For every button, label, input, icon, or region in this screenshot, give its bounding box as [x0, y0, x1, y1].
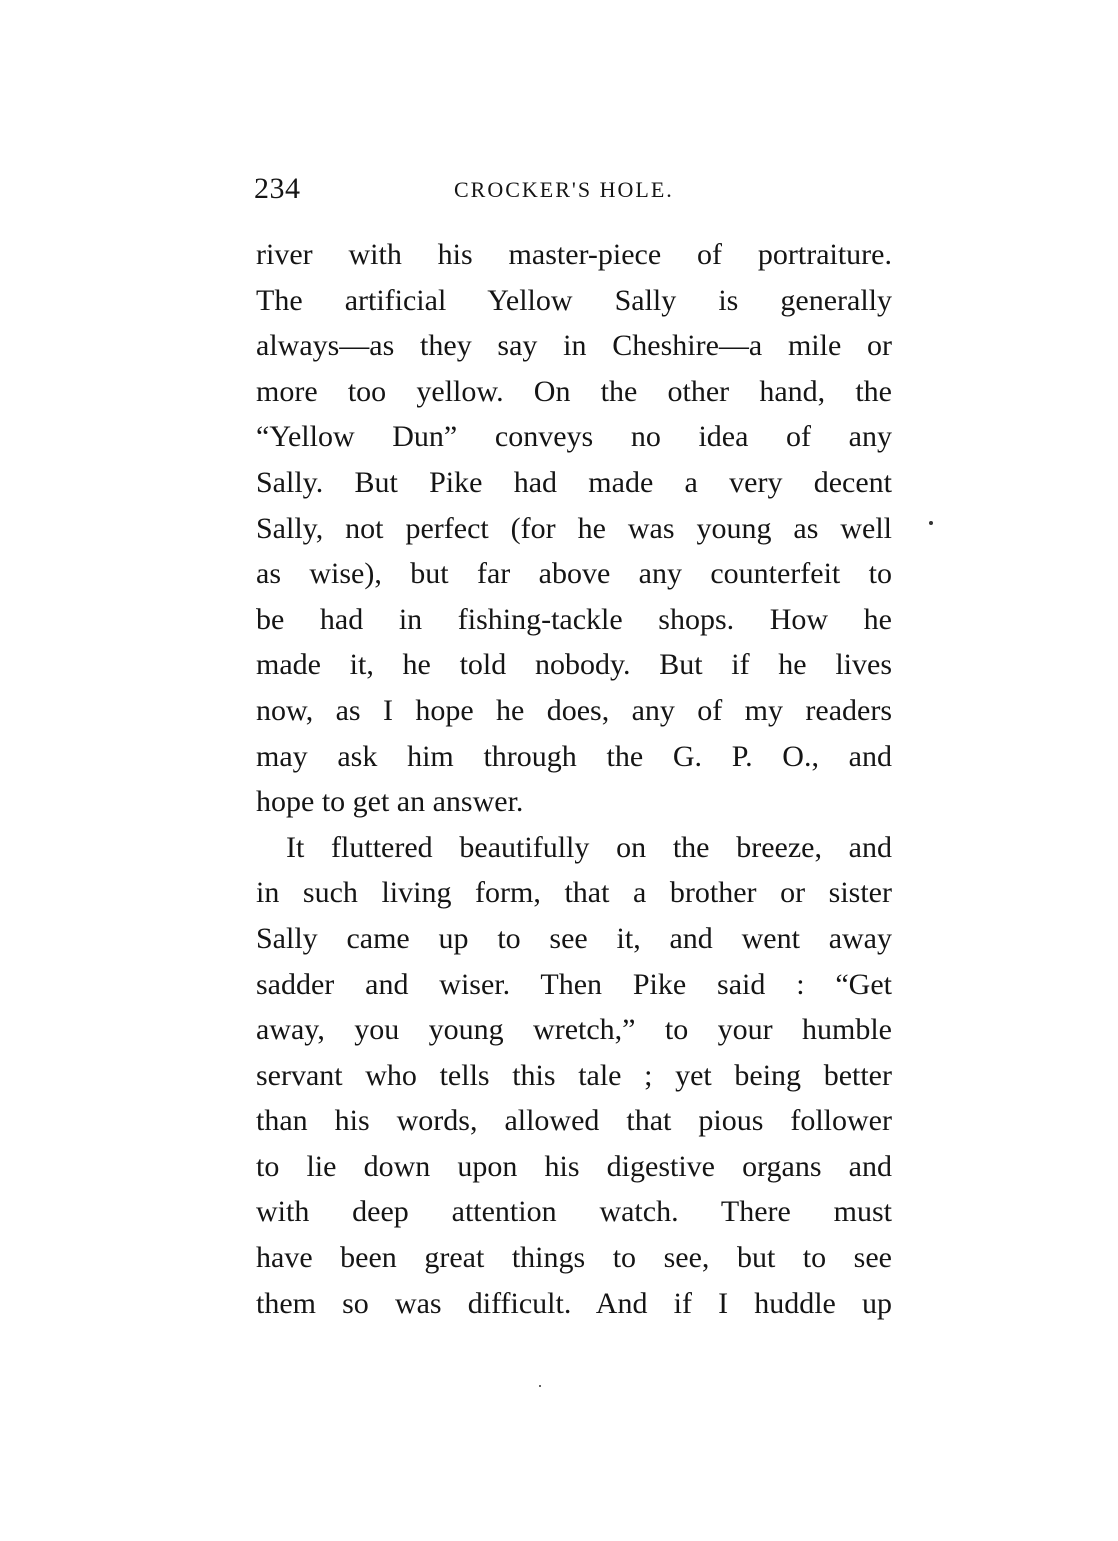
scan-speck	[929, 521, 933, 525]
text-line: made it, he told nobody. But if he lives	[256, 648, 892, 682]
text-line: with deep attention watch. There must	[256, 1195, 892, 1229]
text-line: may ask him through the G. P. O., and	[256, 739, 892, 773]
text-line: more too yellow. On the other hand, the	[256, 374, 892, 408]
paragraph-1	[256, 232, 892, 825]
text-line: away, you young wretch,” to your humble	[256, 1013, 892, 1047]
text-line: hope to get an answer.	[256, 785, 524, 819]
running-title: CROCKER'S HOLE.	[454, 177, 674, 202]
paragraph-2	[256, 825, 892, 1327]
scan-speck	[539, 1385, 541, 1387]
text-line: “Yellow Dun” conveys no idea of any	[256, 420, 892, 454]
text-line: now, as I hope he does, any of my readers	[256, 693, 892, 727]
running-head	[254, 172, 894, 212]
text-line: It fluttered beautifully on the breeze, and	[286, 830, 892, 864]
text-line: river with his master-piece of portraiture.	[256, 238, 892, 271]
text-line: to lie down upon his digestive organs and	[256, 1149, 892, 1183]
text-line: Sally. But Pike had made a very decent	[256, 465, 892, 499]
text-line: be had in fishing-tackle shops. How he	[256, 602, 892, 636]
text-line: Sally, not perfect (for he was young as well	[256, 511, 892, 545]
text-line: as wise), but far above any counterfeit to	[256, 557, 892, 591]
text-line: than his words, allowed that pious follower	[256, 1104, 892, 1138]
text-line: in such living form, that a brother or sister	[256, 876, 892, 910]
text-line: have been great things to see, but to see	[256, 1241, 892, 1275]
text-line: The artificial Yellow Sally is generally	[256, 283, 892, 317]
body-text	[256, 232, 892, 1326]
text-line: sadder and wiser. Then Pike said : “Get	[256, 967, 892, 1001]
text-line: Sally came up to see it, and went away	[256, 921, 892, 955]
text-line: them so was difficult. And if I huddle up	[256, 1286, 892, 1320]
page-number: 234	[254, 172, 301, 205]
text-line: servant who tells this tale ; yet being better	[256, 1058, 892, 1092]
text-line: always—as they say in Cheshire—a mile or	[256, 329, 892, 363]
